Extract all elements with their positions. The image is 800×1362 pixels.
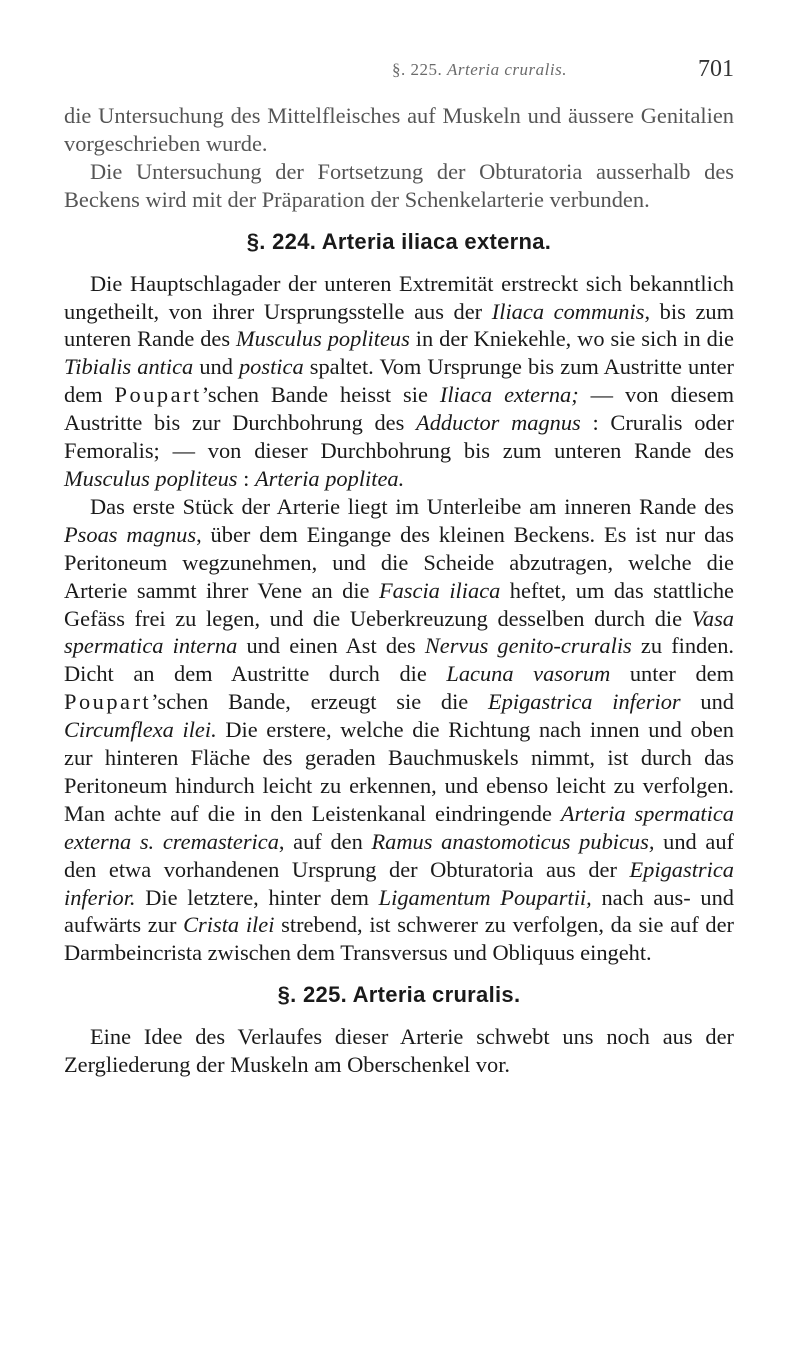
section-224-paragraph-1: Die Hauptschlagader der unteren Extremität erstreckt sich bekanntlich ungetheilt, von ihrer Ursprungsstelle aus der Iliaca communis, bis zum unteren Rande des Musculus popliteus in der Kniekehle, wo sie sich in die Tibialis antica und postica spaltet. Vom Ursprunge bis zum Austritte unter dem Poupart’schen Bande heisst sie Iliaca externa; — von diesem Austritte bis zur Durchbohrung des Adductor magnus : Cruralis oder Femoralis; — von dieser Durchbohrung bis zum unteren Rande des Musculus popliteus : Arteria poplitea. [64,270,735,491]
section-225-paragraph: Eine Idee des Verlaufes dieser Arterie schwebt uns noch aus der Zergliederung der Muskeln am Oberschenkel vor. [64,1024,734,1078]
section-224-heading: §. 224. Arteria iliaca externa. [246,228,552,254]
running-head [64,54,734,88]
running-head-section: §. 225. [392,60,443,79]
running-head-title-text: Arteria cruralis. [447,60,567,79]
section-225-heading: §. 225. Arteria cruralis. [277,982,521,1008]
section-224-paragraph-2: Das erste Stück der Arterie liegt im Unterleibe am inneren Rande des Psoas magnus, über dem Eingange des kleinen Beckens. Es ist nur das Peritoneum wegzunehmen, und die Scheide abzutragen, welche die Arterie sammt ihrer Vene an die Fascia iliaca heftet, um das stattliche Gefäss frei zu legen, und die Ueberkreuzung desselben durch die Vasa spermatica interna und einen Ast des Nervus genito-cruralis zu finden. Dicht an dem Austritte durch die Lacuna vasorum unter dem Poupart’schen Bande, erzeugt sie die Epigastrica inferior und Circumflexa ilei. Die erstere, welche die Richtung nach innen und oben zur hinteren Fläche des geraden Bauchmuskels nimmt, ist durch das Peritoneum hindurch leicht zu erkennen, und ebenso leicht zu verfolgen. Man achte auf die in den Leistenkanal eindringende Arteria spermatica externa s. cremasterica, auf den Ramus anastomoticus pubicus, und auf den etwa vorhandenen Ursprung der Obturatoria aus der Epigastrica inferior. Die letztere, hinter dem Ligamentum Poupartii, nach aus- und aufwärts zur Crista ilei strebend, ist schwerer zu verfolgen, da sie auf der Darmbeincrista zwischen dem Transversus und Obliquus eingeht. [64,493,735,966]
running-head-title [392,60,567,80]
page [64,54,734,1079]
paragraph-continued: die Untersuchung des Mittelfleisches auf Muskeln und äussere Genitalien vorgeschrieben wurde. [64,103,734,156]
page-number: 701 [698,56,734,82]
paragraph-obturatoria: Die Untersuchung der Fortsetzung der Obturatoria ausserhalb des Beckens wird mit der Präparation der Schenkelarterie verbunden. [64,158,734,212]
